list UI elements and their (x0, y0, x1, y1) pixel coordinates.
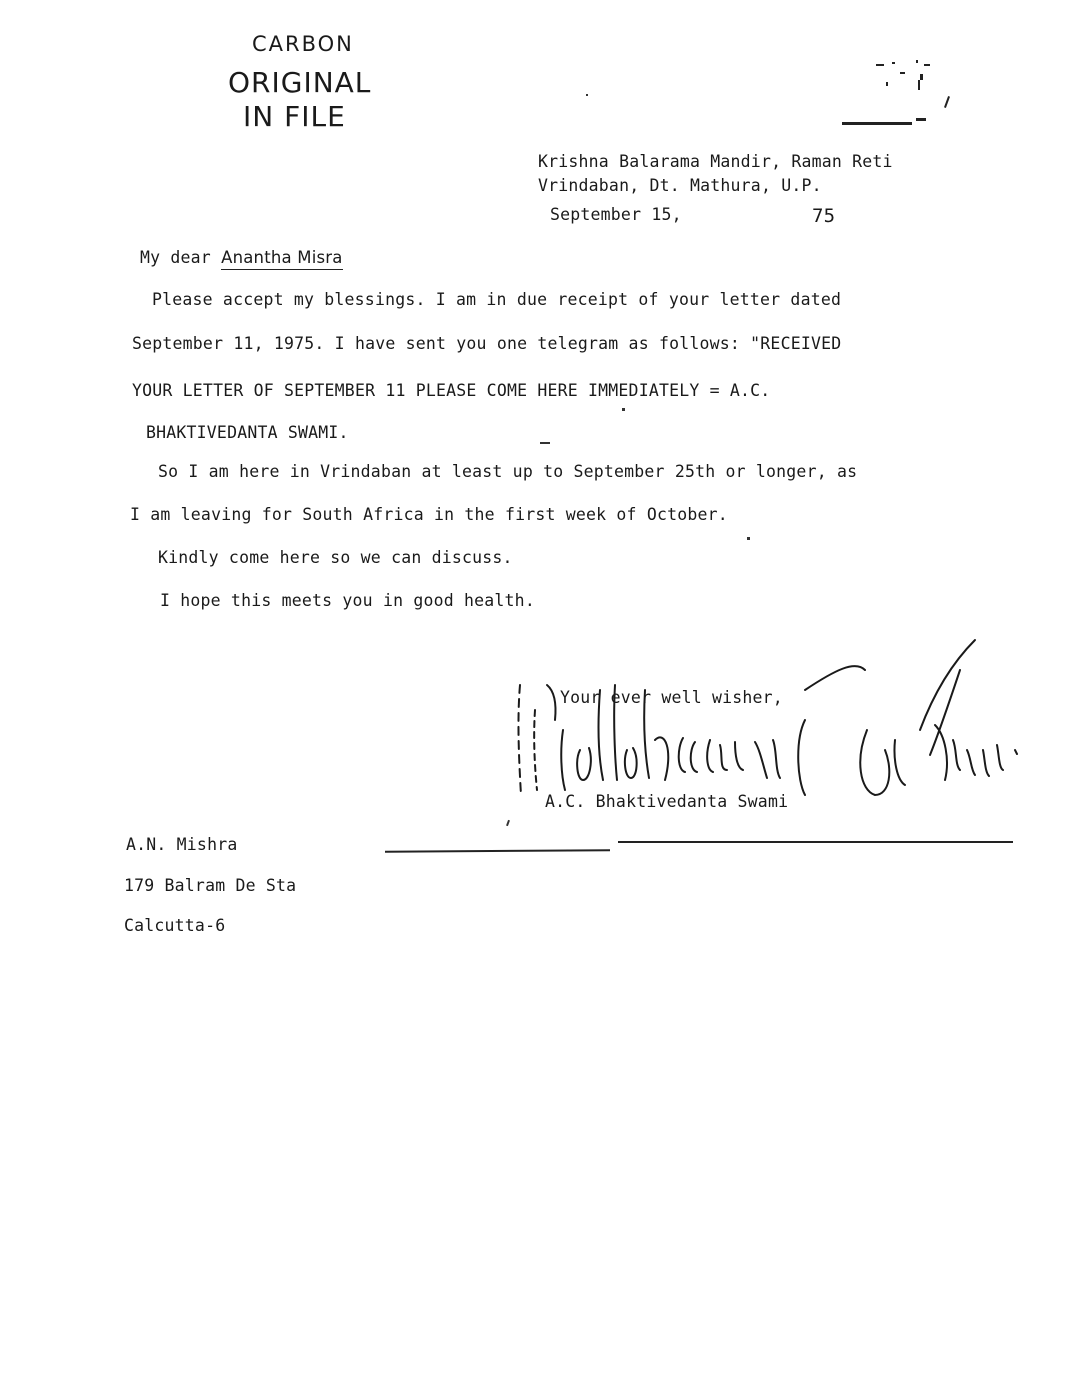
original-stamp: ORIGINAL (228, 66, 372, 99)
in-file-stamp: IN FILE (243, 100, 346, 133)
handwritten-signature (505, 630, 1025, 830)
body-line: September 11, 1975. I have sent you one telegram as follows: "RECEIVED (132, 334, 842, 353)
body-line: Kindly come here so we can discuss. (158, 548, 513, 567)
body-line: BHAKTIVEDANTA SWAMI. (146, 423, 349, 442)
signature-rule-left (385, 849, 610, 853)
salutation-name: Anantha Misra (221, 248, 343, 270)
signature-rule-right (618, 841, 1013, 843)
salutation-prefix: My dear (140, 248, 211, 267)
recipient-city: Calcutta-6 (124, 916, 226, 935)
letter-date: September 15, (550, 205, 682, 224)
recipient-name: A.N. Mishra (126, 835, 238, 854)
valediction: Your ever well wisher, (560, 688, 783, 707)
body-line: Please accept my blessings. I am in due receipt of your letter dated (152, 290, 842, 309)
faded-marks-decoration (820, 50, 970, 130)
body-line: YOUR LETTER OF SEPTEMBER 11 PLEASE COME HERE IMMEDIATELY = A.C. (132, 381, 771, 400)
sender-address-line1: Krishna Balarama Mandir, Raman Reti (538, 152, 893, 171)
letter-year: 75 (812, 205, 836, 227)
body-line: I am leaving for South Africa in the first week of October. (130, 505, 728, 524)
recipient-street: 179 Balram De Sta (124, 876, 297, 895)
sender-address-line2: Vrindaban, Dt. Mathura, U.P. (538, 176, 822, 195)
carbon-stamp: CARBON (252, 32, 354, 56)
signer-name: A.C. Bhaktivedanta Swami (545, 792, 789, 811)
body-line: I hope this meets you in good health. (160, 591, 535, 610)
salutation (140, 248, 343, 270)
body-line: So I am here in Vrindaban at least up to September 25th or longer, as (158, 462, 858, 481)
